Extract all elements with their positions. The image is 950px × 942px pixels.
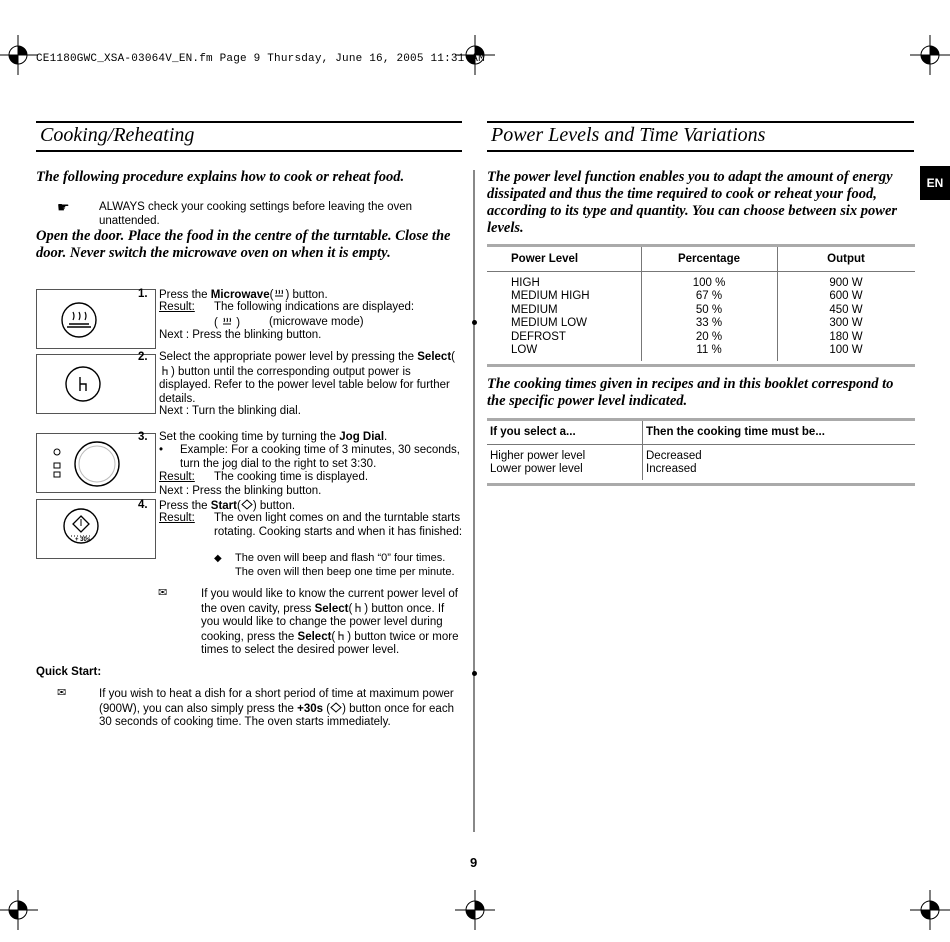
registration-mark-icon	[910, 35, 950, 75]
note-icon: ✉	[57, 687, 67, 699]
registration-mark-icon	[0, 890, 38, 930]
next-text: Next : Turn the blinking dial.	[159, 405, 301, 417]
right-title-rule-bottom	[487, 150, 914, 152]
table-cell: 300 W	[829, 317, 863, 330]
note-icon: ✉	[158, 587, 168, 599]
table-cell: Decreased Increased	[646, 450, 702, 475]
table-cell: 50 %	[695, 303, 723, 316]
table-cell: 180 W	[829, 330, 863, 343]
table-cell: Higher power level Lower power level	[490, 450, 586, 475]
step-number: 4.	[138, 499, 148, 511]
table-header: Then the cooking time must be...	[646, 426, 825, 438]
pointing-hand-icon: ☛	[57, 199, 70, 215]
step-4: Press the Start( ) button.	[159, 500, 296, 512]
table-row	[487, 317, 915, 330]
select-icon	[352, 602, 364, 613]
note-text: If you would like to know the current power level of the oven cavity, press Select( ) button once. If you would like to change the power level during cooking, press the Select( ) button twice or more times to select the desired power level.	[201, 588, 459, 656]
right-title: Power Levels and Time Variations	[491, 124, 766, 146]
registration-mark-icon	[0, 35, 38, 75]
table-row	[487, 277, 915, 290]
left-intro: The following procedure explains how to cook or reheat food.	[36, 169, 405, 185]
result-text: The oven light comes on and the turntable starts rotating. Cooking starts and when it has finished:	[214, 512, 463, 538]
plus30-image-label: + 30s	[75, 537, 91, 543]
microwave-mode-indicator: ( )	[214, 317, 241, 329]
sub-bullet-text: The oven will beep and flash “0” four times. The oven will then beep one time per minute.	[235, 552, 455, 578]
time-variation-table	[487, 418, 915, 486]
binding-dot	[472, 320, 477, 325]
table-cell: DEFROST	[511, 330, 566, 343]
result-text: The following indications are displayed:	[214, 301, 415, 313]
registration-mark-icon	[455, 890, 495, 930]
table-cell: 33 %	[695, 317, 723, 330]
quick-start-heading: Quick Start:	[36, 666, 102, 678]
table-cell: HIGH	[511, 277, 540, 289]
diamond-bullet-icon: ◆	[214, 553, 222, 564]
table-cell: 600 W	[829, 290, 863, 303]
table-cell: 100 W	[829, 344, 863, 356]
table-header: Output	[827, 253, 865, 265]
step-2: Select the appropriate power level by pressing the Select() button until the corresponding output power is displayed. Refer to the power level table below for further details.	[159, 351, 455, 405]
language-tab: EN	[920, 166, 950, 200]
table-cell: MEDIUM LOW	[511, 317, 588, 330]
step-3: Set the cooking time by turning the Jog Dial.	[159, 431, 388, 443]
table-row	[487, 344, 915, 357]
table-row	[487, 331, 915, 344]
result-sub: (microwave mode)	[269, 316, 364, 328]
table-header: Power Level	[511, 253, 579, 265]
left-title: Cooking/Reheating	[40, 124, 195, 146]
step-number: 2.	[138, 351, 148, 363]
table-row	[487, 304, 915, 317]
select-button-image	[36, 354, 156, 414]
microwave-icon	[221, 316, 233, 327]
start-icon	[241, 499, 253, 510]
select-icon	[335, 630, 347, 641]
microwave-icon	[273, 288, 285, 299]
column-divider	[473, 170, 475, 832]
left-title-rule-bottom	[36, 150, 462, 152]
table-header: Percentage	[677, 253, 740, 265]
page-number: 9	[470, 855, 478, 870]
left-title-rule-top	[36, 121, 462, 123]
result-label: Result:	[159, 301, 195, 313]
table-cell: 450 W	[829, 303, 863, 316]
start-icon	[330, 702, 342, 713]
table-cell: 67 %	[695, 290, 723, 303]
table-cell: 100 %	[692, 277, 726, 289]
select-icon	[159, 365, 171, 376]
open-door-instruction: Open the door. Place the food in the centre of the turntable. Close the door. Never switch the microwave oven on when it is empty.	[36, 228, 451, 261]
file-header: CE1180GWC_XSA-03064V_EN.fm Page 9 Thursday, June 16, 2005 11:31 AM	[36, 53, 485, 65]
result-label: Result:	[159, 471, 195, 483]
next-text: Next : Press the blinking button.	[159, 329, 322, 341]
bullet: •	[159, 444, 164, 456]
step-1: Press the Microwave( ) button.	[159, 289, 328, 301]
registration-mark-icon	[910, 890, 950, 930]
step-number: 1.	[138, 288, 148, 300]
table-cell: LOW	[511, 344, 538, 356]
binding-dot	[472, 671, 477, 676]
right-title-rule-top	[487, 121, 914, 123]
quick-start-text: If you wish to heat a dish for a short period of time at maximum power (900W), you can also simply press the +30s ( ) button once for each 30 seconds of cooking time. The oven starts immediately.	[99, 688, 454, 728]
warning-text: ALWAYS check your cooking settings before leaving the oven unattended.	[99, 201, 413, 227]
table-cell: 20 %	[695, 330, 723, 343]
right-intro: The power level function enables you to adapt the amount of energy dissipated and thus the time required to cook or reheat your food, according to its type and quantity. You can choose between six power levels.	[487, 169, 898, 236]
result-label: Result:	[159, 512, 195, 524]
table-header: If you select a...	[490, 426, 576, 438]
table-row	[487, 290, 915, 303]
example-text: Example: For a cooking time of 3 minutes, 30 seconds, turn the jog dial to the right to set 3:30.	[180, 444, 460, 470]
table-cell: MEDIUM HIGH	[511, 290, 590, 303]
recipes-note: The cooking times given in recipes and in this booklet correspond to the specific power level indicated.	[487, 376, 894, 409]
next-text: Next : Press the blinking button.	[159, 485, 322, 497]
power-level-table	[487, 244, 915, 367]
table-cell: 900 W	[829, 277, 863, 289]
step-number: 3.	[138, 431, 148, 443]
result-text: The cooking time is displayed.	[214, 471, 369, 483]
table-cell: MEDIUM	[511, 303, 558, 316]
table-cell: 11 %	[696, 344, 722, 356]
